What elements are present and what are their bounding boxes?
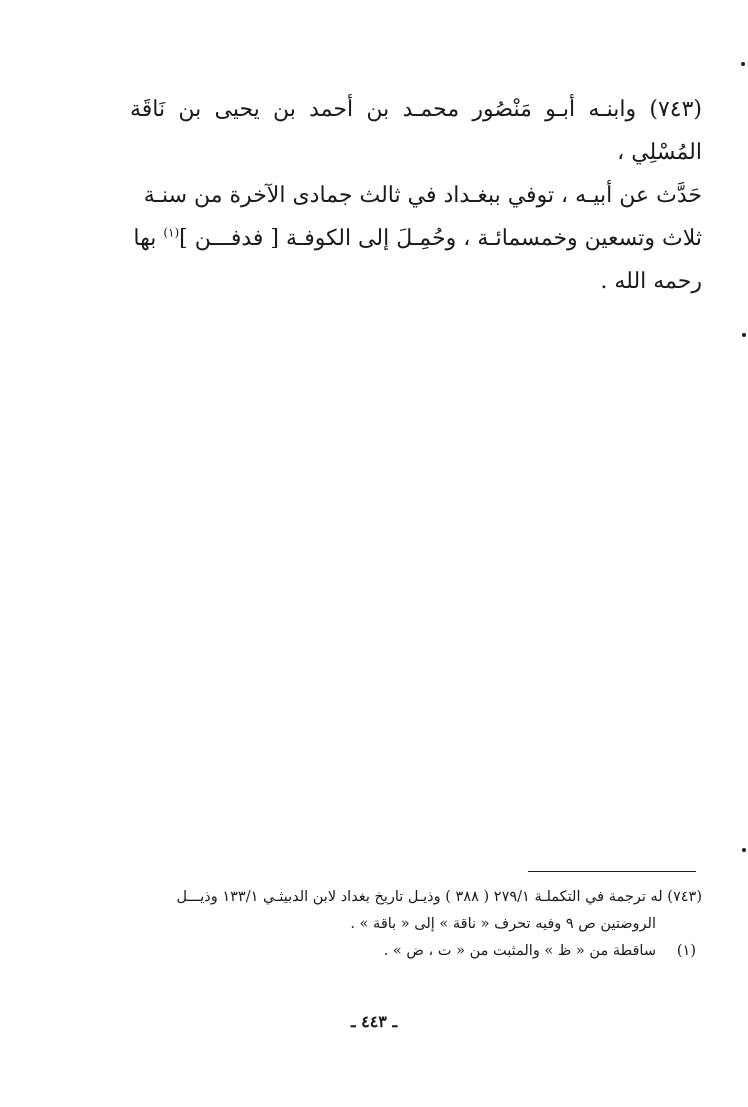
note-1-number: (١) — [676, 943, 696, 959]
entry-line-3b: بها — [133, 226, 157, 251]
note-1-text: ساقطة من « ظ » والمثبت من « ت ، ض » . — [383, 943, 656, 959]
entry-line-2: حَدَّث عن أبيـه ، توفي ببغـداد في ثالث جمادى الآخرة من سنـة — [143, 183, 702, 208]
entry-line-3a: ثلاث وتسعين وخمسمائـة ، وحُمِـلَ إلى الكوفـة [ فدفـــن ] — [179, 226, 702, 251]
footnote-separator — [528, 871, 696, 872]
entry-note-line-2: الروضتين ص ٩ وفيه تحرف « ناقة » إلى « باقة » . — [350, 916, 656, 932]
entry-line-1-text: وابنـه أبـو مَنْصُور محمـد بن أحمد بن يحيى بن نَاقَة المُسْلِي ، — [130, 97, 702, 165]
page-number: ـ ٤٤٣ ـ — [350, 1012, 398, 1031]
footnote-marker[interactable]: (١) — [163, 225, 180, 240]
margin-dot — [742, 848, 746, 852]
margin-dot — [742, 333, 746, 337]
entry-number: (٧٤٣) — [649, 97, 703, 122]
footnotes — [104, 884, 702, 965]
margin-dot — [741, 62, 745, 66]
main-entry — [130, 88, 702, 303]
entry-line-4: رحمه الله . — [600, 269, 702, 294]
entry-line-3 — [130, 217, 702, 260]
entry-note-line-1: (٧٤٣) له ترجمة في التكملـة ٢٧٩/١ ( ٣٨٨ ) وذيـل تاريخ بغداد لابن الدبيثـي ١٣٣/١ وذيـــل — [176, 889, 702, 905]
entry-line-1 — [130, 88, 702, 174]
note-1 — [104, 938, 702, 965]
